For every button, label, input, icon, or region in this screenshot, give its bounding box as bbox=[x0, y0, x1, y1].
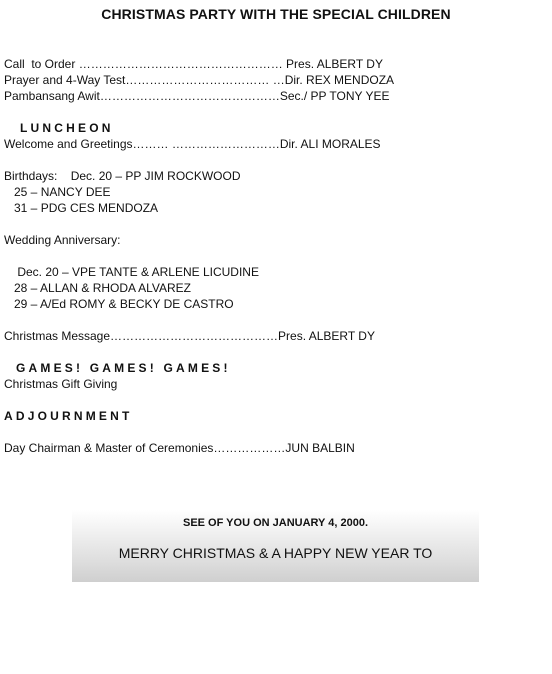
wedding-line-1: Dec. 20 – VPE TANTE & ARLENE LICUDINE bbox=[4, 265, 259, 279]
holiday-greeting: MERRY CHRISTMAS & A HAPPY NEW YEAR TO bbox=[118, 545, 433, 561]
wedding-line-3: 29 – A/Ed ROMY & BECKY DE CASTRO bbox=[4, 297, 234, 311]
see-you-text: SEE OF YOU ON JANUARY 4, 2000. bbox=[182, 517, 369, 529]
program-anthem: Pambansang Awit………………………………………Sec./ PP TONY YEE bbox=[4, 89, 390, 103]
birthday-line-2: 25 – NANCY DEE bbox=[4, 185, 111, 199]
wedding-line-2: 28 – ALLAN & RHODA ALVAREZ bbox=[4, 281, 191, 295]
document-title: CHRISTMAS PARTY WITH THE SPECIAL CHILDREN bbox=[101, 6, 451, 22]
program-gift-giving: Christmas Gift Giving bbox=[4, 377, 118, 391]
games-heading: GAMES! GAMES! GAMES! bbox=[16, 361, 231, 375]
program-prayer: Prayer and 4-Way Test……………………………… …Dir. REX MENDOZA bbox=[4, 73, 395, 87]
program-christmas-message: Christmas Message……………………………………Pres. ALBERT DY bbox=[4, 329, 375, 343]
closing-banner bbox=[72, 510, 479, 582]
program-welcome: Welcome and Greetings……… ………………………Dir. ALI MORALES bbox=[4, 137, 381, 151]
luncheon-heading: LUNCHEON bbox=[20, 121, 114, 135]
program-call-to-order: Call to Order …………………………………………… Pres. ALBERT DY bbox=[4, 57, 383, 71]
adjournment-heading: ADJOURNMENT bbox=[4, 409, 133, 423]
wedding-anniversary-heading: Wedding Anniversary: bbox=[4, 233, 121, 247]
program-day-chairman: Day Chairman & Master of Ceremonies………………JUN BALBIN bbox=[4, 441, 355, 455]
birthday-line-3: 31 – PDG CES MENDOZA bbox=[4, 201, 159, 215]
birthday-line-1: Birthdays: Dec. 20 – PP JIM ROCKWOOD bbox=[4, 169, 241, 183]
